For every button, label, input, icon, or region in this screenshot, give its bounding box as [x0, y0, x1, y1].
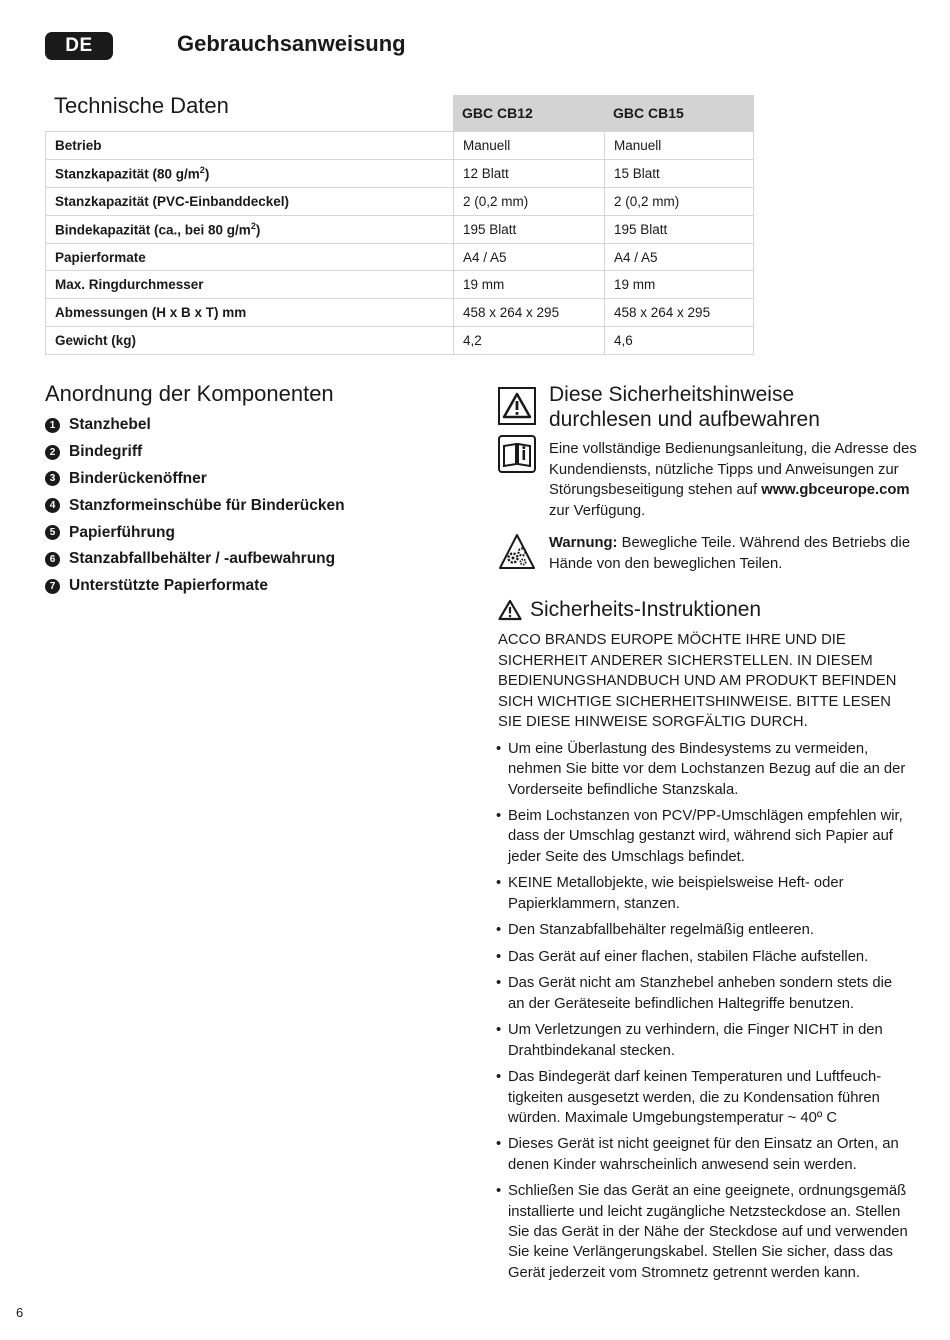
tech-row	[46, 243, 754, 271]
notice-title: Diese Sicherheitshinweise durchlesen und aufbewahren	[549, 383, 820, 431]
manual-paragraph: Eine vollständige Bedienungsanleitung, die Adresse des Kundendiensts, nützliche Tipps und Anweisungen zur Störungsbeseitigung stehen auf www.gbceurope.com zur Verfügung.	[549, 441, 917, 519]
tech-row-label: Max. Ringdurchmesser	[46, 271, 454, 299]
col-header-cb15: GBC CB15	[613, 105, 684, 121]
tech-row	[46, 271, 754, 299]
tech-row	[46, 132, 754, 160]
safety-bullet: • Das Gerät auf einer flachen, stabilen Fläche aufstellen.	[496, 947, 908, 967]
component-number: 6	[45, 552, 60, 567]
component-item	[45, 439, 345, 466]
tech-value-cb15: 4,6	[605, 327, 754, 355]
language-badge: DE	[45, 32, 113, 60]
tech-row	[46, 299, 754, 327]
component-label: Stanzformeinschübe für Binderücken	[69, 496, 345, 514]
safety-bullet: • Schließen Sie das Gerät an eine geeignete, ordnungsgemäß installierte und leicht zugängliche Netzsteckdose an. Stellen Sie das Gerät in der Nähe der Steckdose auf und verwenden Sie keine Verlängerungskabel. Stellen Sie sicher, dass das Gerät jederzeit vom Stromnetz getrennt werden kann.	[496, 1181, 908, 1282]
components-title: Anordnung der Komponenten	[45, 381, 334, 406]
tech-value-cb12: 2 (0,2 mm)	[454, 187, 605, 215]
component-item	[45, 466, 345, 493]
moving-parts-warning-icon	[498, 533, 536, 571]
tech-row-label: Gewicht (kg)	[46, 327, 454, 355]
warning-paragraph: Warnung: Bewegliche Teile. Während des Betriebs die Hände von den beweglichen Teilen.	[549, 535, 911, 572]
tech-row-label: Stanzkapazität (PVC-Einbanddeckel)	[46, 187, 454, 215]
component-label: Papierführung	[69, 523, 175, 541]
tech-row-label: Papierformate	[46, 243, 454, 271]
warning-triangle-icon	[498, 387, 536, 425]
safety-bullet: • KEINE Metallobjekte, wie beispielsweise Heft- oder Papierklammern, stanzen.	[496, 873, 908, 914]
warning-triangle-icon	[498, 599, 522, 621]
component-label: Stanzabfallbehälter / -aufbewahrung	[69, 550, 336, 568]
tech-value-cb15: 15 Blatt	[605, 159, 754, 187]
tech-row-label: Bindekapazität (ca., bei 80 $g/m^2$)	[46, 215, 454, 243]
tech-value-cb15: 195 Blatt	[605, 215, 754, 243]
component-number: 1	[45, 418, 60, 433]
component-item	[45, 519, 345, 546]
tech-data-title: Technische Daten	[54, 93, 229, 118]
tech-row	[46, 215, 754, 243]
col-header-cb12: GBC CB12	[462, 105, 533, 121]
component-number: 7	[45, 579, 60, 594]
tech-row-label: Abmessungen (H x B x T) mm	[46, 299, 454, 327]
tech-value-cb15: Manuell	[605, 132, 754, 160]
component-number: 3	[45, 471, 60, 486]
page-number: 6	[16, 1305, 24, 1320]
tech-value-cb12: 458 x 264 x 295	[454, 299, 605, 327]
tech-row	[46, 327, 754, 355]
tech-value-cb15: 19 mm	[605, 271, 754, 299]
component-item	[45, 573, 345, 600]
safety-bullet: • Um Verletzungen zu verhindern, die Finger NICHT in den Drahtbindekanal stecken.	[496, 1020, 908, 1061]
tech-value-cb12: Manuell	[454, 132, 605, 160]
tech-value-cb12: A4 / A5	[454, 243, 605, 271]
tech-row	[46, 187, 754, 215]
tech-data-table	[45, 131, 754, 355]
safety-title: Sicherheits-Instruktionen	[498, 598, 761, 622]
component-label: Unterstützte Papierformate	[69, 577, 268, 595]
component-number: 5	[45, 525, 60, 540]
tech-value-cb12: 4,2	[454, 327, 605, 355]
document-title: Gebrauchsanweisung	[177, 31, 406, 56]
read-manual-icon	[498, 435, 536, 473]
safety-bullet: • Das Gerät nicht am Stanzhebel anheben sondern stets die an der Geräteseite befindlichen Haltegriffe benutzen.	[496, 973, 908, 1014]
safety-bullet: • Beim Lochstanzen von PCV/PP-Umschlägen empfehlen wir, dass der Umschlag gestanzt wird, während sich Papier auf jeder Seite des Umschlags befindet.	[496, 806, 908, 867]
tech-value-cb12: 12 Blatt	[454, 159, 605, 187]
components-list	[45, 412, 345, 600]
safety-intro: ACCO BRANDS EUROPE MÖCHTE IHRE UND DIE SICHERHEIT ANDERER SICHERSTELLEN. IN DIESEM BEDIENUNGSHANDBUCH UND AM PRODUKT BEFINDEN SICH WICHTIGE SICHERHEITSHINWEISE. BITTE LESEN SIE DIESE HINWEISE SORGFÄLTIG DURCH.	[498, 632, 897, 730]
tech-value-cb15: 2 (0,2 mm)	[605, 187, 754, 215]
tech-value-cb12: 19 mm	[454, 271, 605, 299]
component-number: 2	[45, 445, 60, 460]
component-label: Binderückenöffner	[69, 469, 207, 487]
component-item	[45, 546, 345, 573]
component-number: 4	[45, 498, 60, 513]
component-label: Stanzhebel	[69, 416, 151, 434]
tech-row-label: Stanzkapazität (80 $g/m^2$)	[46, 159, 454, 187]
safety-bullet: • Den Stanzabfallbehälter regelmäßig entleeren.	[496, 920, 908, 940]
tech-value-cb12: 195 Blatt	[454, 215, 605, 243]
component-label: Bindegriff	[69, 443, 143, 461]
tech-value-cb15: 458 x 264 x 295	[605, 299, 754, 327]
tech-row-label: Betrieb	[46, 132, 454, 160]
safety-bullet: • Um eine Überlastung des Bindesystems zu vermeiden, nehmen Sie bitte vor dem Lochstanzen Bezug auf die an der Vorderseite befindliche Stanzskala.	[496, 739, 908, 800]
tech-row	[46, 159, 754, 187]
tech-table-header	[453, 95, 754, 131]
website-link[interactable]: www.gbceurope.com	[761, 482, 910, 498]
component-item	[45, 492, 345, 519]
component-item	[45, 412, 345, 439]
safety-bullet: • Das Bindegerät darf keinen Temperaturen und Luftfeuchtigkeiten ausgesetzt werden, die zu Kondensation führen würden. Maximale Umgebungstemperatur ~ 40º C	[496, 1067, 908, 1128]
tech-value-cb15: A4 / A5	[605, 243, 754, 271]
safety-bullet: • Dieses Gerät ist nicht geeignet für den Einsatz an Orten, an denen Kinder wahrscheinlich anwesend sein werden.	[496, 1134, 908, 1175]
safety-bullet-list	[496, 739, 908, 1289]
